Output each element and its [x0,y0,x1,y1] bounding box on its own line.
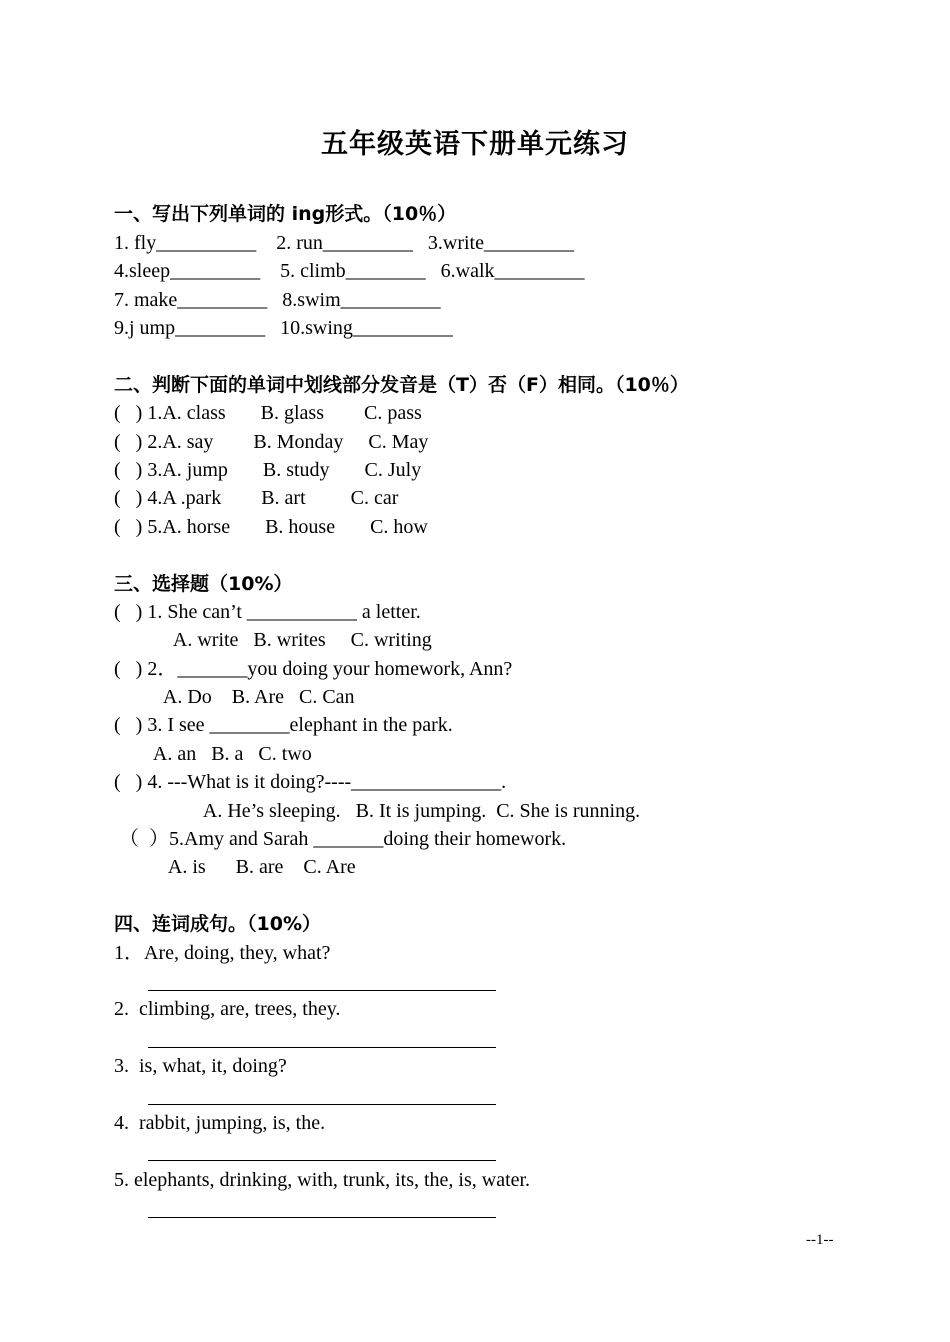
section1-line-3: 7. make_________ 8.swim__________ [114,289,441,311]
answer-line-4[interactable] [148,1160,496,1161]
section4-line-1: 1．Are, doing, they, what? [114,942,331,964]
section2-line-4: ( ) 4.A .park B. art C. car [114,487,399,509]
section4-line-3: 3. is, what, it, doing? [114,1055,287,1077]
section4-line-2: 2. climbing, are, trees, they. [114,998,341,1020]
answer-line-1[interactable] [148,990,496,991]
section4-line-4: 4. rabbit, jumping, is, the. [114,1112,326,1134]
section3-line-8: A. He’s sleeping. B. It is jumping. C. She is running. [114,800,641,822]
section1-line-2: 4.sleep_________ 5. climb________ 6.walk_________ [114,260,585,282]
section3-line-6: A. an B. a C. two [114,743,312,765]
section3-line-2: A. write B. writes C. writing [114,629,432,651]
section2-line-5: ( ) 5.A. horse B. house C. how [114,516,428,538]
section2-line-1: ( ) 1.A. class B. glass C. pass [114,402,422,424]
section1-line-1: 1. fly__________ 2. run_________ 3.write_________ [114,232,574,254]
section3-line-4: A. Do B. Are C. Can [114,686,355,708]
section3-line-3: ( ) 2．_______you doing your homework, Ann? [114,658,513,680]
section3-line-1: ( ) 1. She can’t ___________ a letter. [114,601,421,623]
answer-line-5[interactable] [148,1217,496,1218]
section4-line-5: 5. elephants, drinking, with, trunk, its, the, is, water. [114,1169,531,1191]
section3-line-10: A. is B. are C. Are [114,856,356,878]
section4-heading: 四、连词成句。（10%） [114,913,321,935]
section1-heading: 一、写出下列单词的 ing形式。（10％） [114,203,457,225]
section3-line-5: ( ) 3. I see ________elephant in the park. [114,714,453,736]
page-number: --1-- [806,1232,834,1248]
section1-line-4: 9.j ump_________ 10.swing__________ [114,317,453,339]
section3-line-9: （ ）5.Amy and Sarah _______doing their homework. [114,828,567,850]
section3-line-7: ( ) 4. ---What is it doing?----_______________. [114,771,507,793]
section2-heading: 二、判断下面的单词中划线部分发音是（T）否（F）相同。（10％） [114,374,689,396]
section2-line-2: ( ) 2.A. say B. Monday C. May [114,431,429,453]
page-title: 五年级英语下册单元练习 [321,129,629,160]
section3-heading: 三、选择题（10%） [114,573,293,595]
section2-line-3: ( ) 3.A. jump B. study C. July [114,459,422,481]
answer-line-3[interactable] [148,1104,496,1105]
answer-line-2[interactable] [148,1047,496,1048]
